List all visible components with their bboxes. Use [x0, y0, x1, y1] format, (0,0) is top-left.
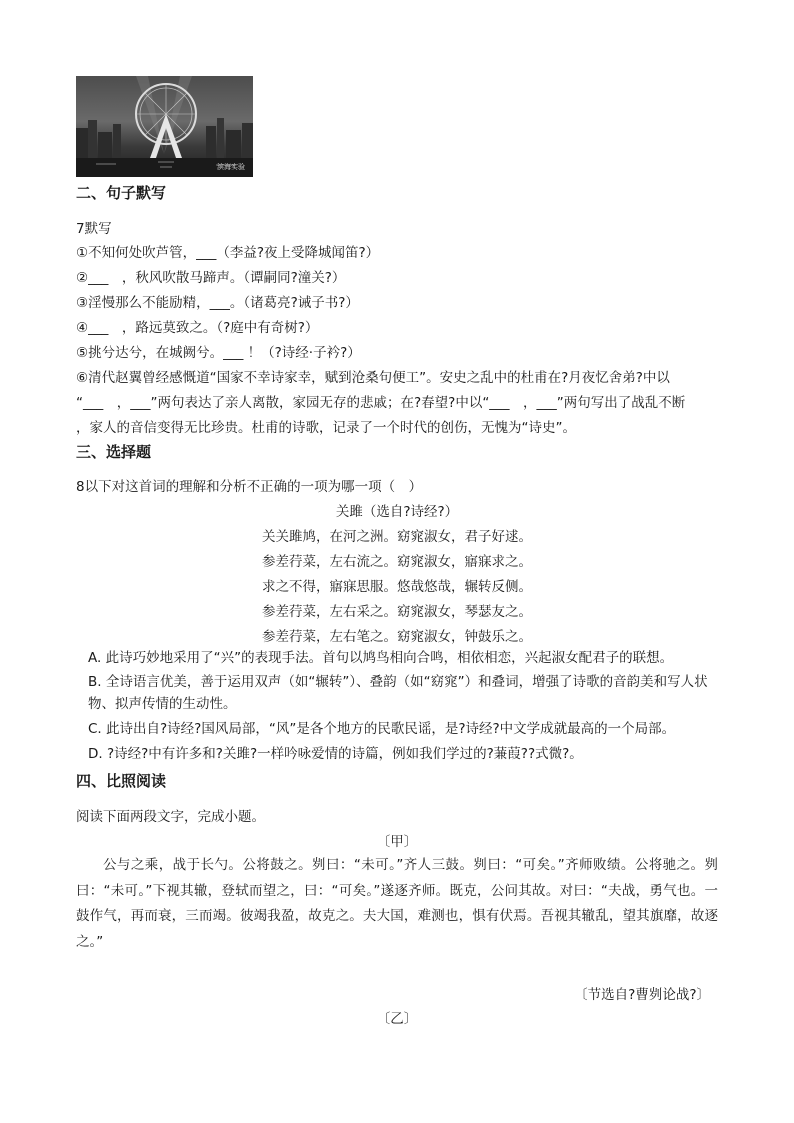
poem-line: 求之不得，寤寐思服。悠哉悠哉，辗转反侧。: [262, 579, 532, 595]
poem-line: 参差荇菜，左右流之。窈窕淑女，寤寐求之。: [262, 554, 532, 570]
section-heading-4: 四、比照阅读: [76, 772, 167, 790]
fill-blank-line: ④___ ，路远莫致之。（?庭中有奇树?）: [76, 320, 319, 336]
poem-title: 关雎（选自?诗经?）: [335, 504, 459, 520]
photo-watermark: 滨海实验: [217, 163, 245, 171]
poem-line: 参差荇菜，左右采之。窈窕淑女，琴瑟友之。: [262, 604, 532, 620]
fill-blank-line: ①不知何处吹芦管，___（李益?夜上受降城闻笛?）: [76, 245, 380, 261]
fill-blank-line: “___ ，___”两句表达了亲人离散，家园无存的悲戚；在?春望?中以“___ ，___”两句写出了战乱不断: [76, 395, 686, 411]
fill-blank-line: ⑤挑兮达兮，在城阙兮。___ ！（?诗经·子衿?）: [76, 345, 361, 361]
choice-option-a: A. 此诗巧妙地采用了“兴”的表现手法。首句以鸠鸟相向合鸣，相依相恋，兴起淑女配君子的联想。: [88, 650, 674, 666]
fill-blank-line: ②___ ，秋风吹散马蹄声。（谭嗣同?潼关?）: [76, 270, 346, 286]
fill-blank-line: ⑥清代赵翼曾经感慨道“国家不幸诗家幸，赋到沧桑句便工”。安史之乱中的杜甫在?月夜忆舍弟?中以: [76, 370, 670, 386]
passage-source: 〔节选自?曹刿论战?〕: [574, 987, 710, 1003]
reading-intro: 阅读下面两段文字，完成小题。: [76, 809, 265, 825]
section-heading-2: 二、句子默写: [76, 184, 167, 202]
fill-blank-line: ，家人的音信变得无比珍贵。杜甫的诗歌，记录了一个时代的创伤，无愧为“诗史”。: [76, 420, 576, 436]
passage-jia-text: 公与之乘，战于长勺。公将鼓之。刿曰：“未可。”齐人三鼓。刿曰：“可矣。”齐师败绩。公将驰之。刿曰：“未可。”下视其辙，登轼而望之，曰：“可矣。”遂逐齐师。既克，公问其故。对曰：“夫战，勇气也。一鼓作气，再而衰，三而竭。彼竭我盈，故克之。夫大国，难测也，惧有伏焉。吾视其辙乱，望其旗靡，故逐之。”: [76, 857, 718, 950]
passage-jia-label: 〔甲〕: [376, 834, 418, 850]
passage-jia: [76, 853, 718, 955]
passage-yi-label: 〔乙〕: [376, 1011, 418, 1027]
choice-option-d: D. ?诗经?中有许多和?关雎?一样吟咏爱情的诗篇，例如我们学过的?蒹葭??式微?。: [88, 746, 583, 762]
choice-option-b: B. 全诗语言优美，善于运用双声（如“辗转”）、叠韵（如“窈窕”）和叠词，增强了诗歌的音韵美和写人状物、拟声传情的生动性。: [88, 674, 708, 712]
section-heading-3: 三、选择题: [76, 443, 152, 461]
ferris-wheel-photo: [76, 76, 253, 177]
poem-line: 关关雎鸠，在河之洲。窈窕淑女，君子好逑。: [262, 529, 532, 545]
question-7-label: 7默写: [76, 221, 112, 237]
fill-blank-line: ③淫慢那么不能励精，___。（诸葛亮?诫子书?）: [76, 295, 359, 311]
poem-line: 参差荇菜，左右笔之。窈窕淑女，钟鼓乐之。: [262, 629, 532, 645]
choice-option-c: C. 此诗出自?诗经?国风局部，“风”是各个地方的民歌民谣，是?诗经?中文学成就最高的一个局部。: [88, 721, 676, 737]
question-8: 8以下对这首词的理解和分析不正确的一项为哪一项（ ）: [76, 479, 423, 495]
